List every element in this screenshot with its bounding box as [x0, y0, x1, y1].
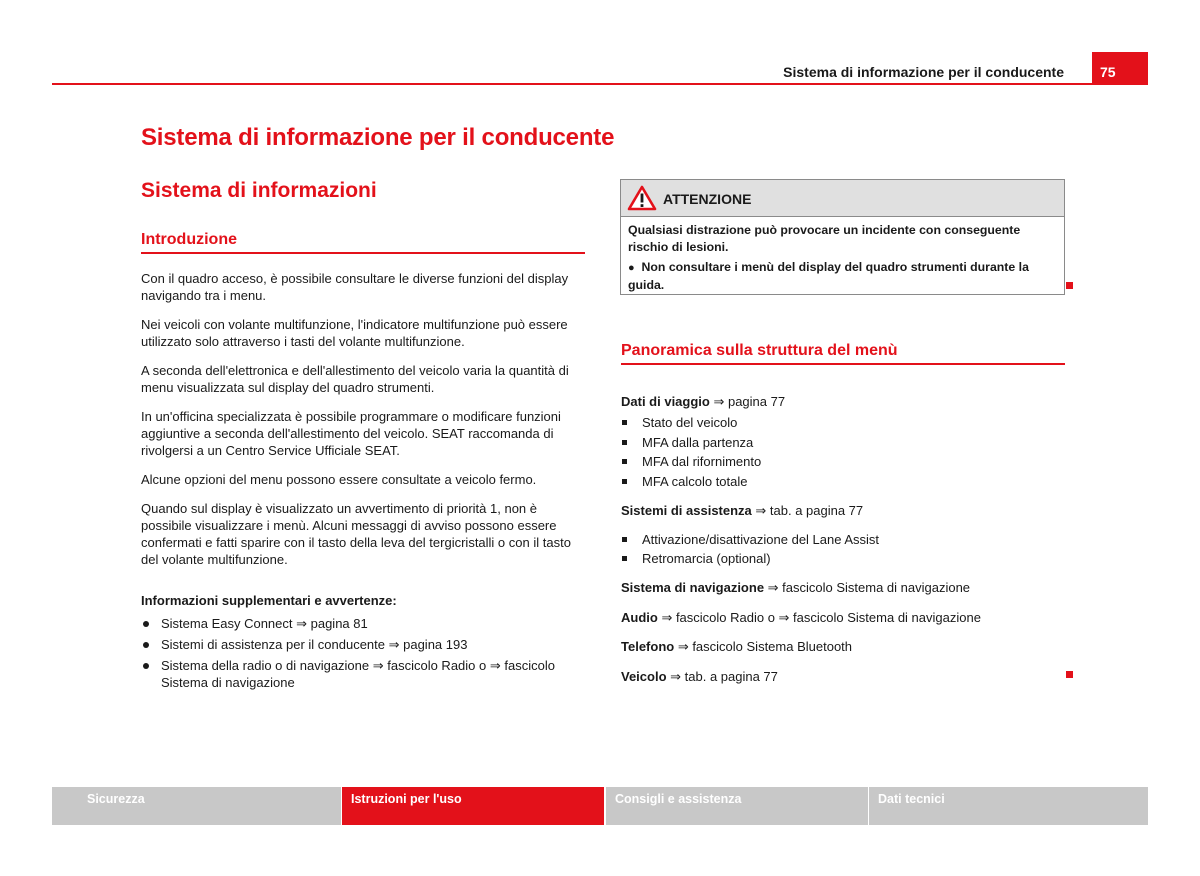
tab-dati-tecnici[interactable]: Dati tecnici: [869, 787, 1148, 825]
menu-overview: [621, 393, 1065, 685]
end-marker: [1066, 671, 1073, 678]
paragraph: Con il quadro acceso, è possibile consultare le diverse funzioni del display navigando tra i menu.: [141, 271, 569, 303]
info-title: Informazioni supplementari e avvertenze:: [141, 593, 397, 608]
menu-entry-ref: ⇒ fascicolo Sistema Bluetooth: [674, 639, 853, 654]
menu-entry: [621, 393, 1065, 410]
warning-body: [621, 217, 1064, 294]
intro-text: [141, 270, 585, 695]
end-marker: [1066, 282, 1073, 289]
tab-istruzioni[interactable]: Istruzioni per l'uso: [342, 787, 604, 825]
list-item: Stato del veicolo: [621, 414, 1065, 431]
paragraph: A seconda dell'elettronica e dell'allestimento del veicolo varia la quantità di menu visualizzata sul display del quadro strumenti.: [141, 363, 569, 395]
running-title: Sistema di informazione per il conducente: [783, 64, 1064, 80]
trip-items: [621, 414, 1065, 490]
warning-header: [621, 180, 1064, 217]
menu-entry-ref: ⇒ pagina 77: [709, 394, 786, 409]
list-item: Retromarcia (optional): [621, 550, 1065, 567]
menu-entry-ref: ⇒ fascicolo Sistema di navigazione: [764, 580, 971, 595]
menu-entry: [621, 579, 1065, 596]
paragraph: In un'officina specializzata è possibile programmare o modificare funzioni aggiuntive a seconda dell'allestimento del veicolo. SEAT raccomanda di rivolgersi a un Centro Service Ufficiale SEAT.: [141, 409, 561, 458]
menu-entry: [621, 668, 1065, 685]
section-title: Sistema di informazioni: [141, 179, 377, 202]
warning-item-text: Non consultare i menù del display del quadro strumenti durante la guida.: [628, 260, 1029, 292]
info-list: [141, 615, 585, 691]
warning-item: ● Non consultare i menù del display del quadro strumenti durante la guida.: [628, 260, 1029, 292]
list-item: Sistema della radio o di navigazione ⇒ fascicolo Radio o ⇒ fascicolo Sistema di navigazione: [141, 657, 585, 691]
menu-entry-ref: ⇒ fascicolo Radio o ⇒ fascicolo Sistema di navigazione: [657, 609, 981, 625]
menu-entry-ref: ⇒ tab. a pagina 77: [666, 668, 778, 684]
chapter-title: Sistema di informazione per il conducente: [141, 124, 615, 151]
menu-entry-label: Sistemi di assistenza: [621, 502, 752, 518]
list-item: Sistemi di assistenza per il conducente ⇒ pagina 193: [141, 636, 585, 653]
overview-heading: Panoramica sulla struttura del menù: [621, 342, 898, 359]
menu-entry-label: Telefono: [621, 639, 675, 654]
header-rule: [52, 83, 1148, 85]
overview-heading-rule: [621, 363, 1065, 365]
page-number: 75: [1092, 52, 1148, 85]
list-item: MFA dal rifornimento: [621, 453, 1065, 470]
list-item: Attivazione/disattivazione del Lane Assist: [621, 531, 1065, 548]
menu-entry: [621, 502, 1065, 519]
warning-box: [620, 179, 1065, 295]
menu-entry-label: Sistema di navigazione: [621, 580, 765, 595]
list-item: Sistema Easy Connect ⇒ pagina 81: [141, 615, 585, 632]
menu-entry-label: Dati di viaggio: [621, 394, 710, 409]
menu-entry-label: Veicolo: [621, 668, 667, 684]
paragraph: Quando sul display è visualizzato un avvertimento di priorità 1, non è possibile visualizzare i menù. Alcuni messaggi di avviso possono essere confermati e fatti sparire con il tasto della leva del tergicristalli o con il tasto del volante multifunzione.: [141, 501, 571, 567]
warning-text: Qualsiasi distrazione può provocare un incidente con conseguente rischio di lesioni.: [628, 223, 1021, 254]
assist-items: [621, 531, 1065, 568]
menu-entry: [621, 638, 1065, 655]
intro-heading-rule: [141, 252, 585, 254]
menu-entry: [621, 609, 1065, 626]
paragraph: Nei veicoli con volante multifunzione, l'indicatore multifunzione può essere utilizzato solo attraverso i tasti del volante multifunzione.: [141, 317, 568, 349]
tab-consigli[interactable]: Consigli e assistenza: [606, 787, 868, 825]
paragraph: Alcune opzioni del menu possono essere consultate a veicolo fermo.: [141, 472, 537, 487]
intro-heading: Introduzione: [141, 231, 237, 248]
tab-sicurezza[interactable]: Sicurezza: [52, 787, 341, 825]
list-item: MFA calcolo totale: [621, 473, 1065, 490]
menu-entry-ref: ⇒ tab. a pagina 77: [751, 502, 864, 518]
menu-entry-label: Audio: [621, 609, 658, 625]
warning-title: ATTENZIONE: [663, 191, 752, 207]
list-item: MFA dalla partenza: [621, 434, 1065, 451]
warning-triangle-icon: [627, 185, 657, 216]
